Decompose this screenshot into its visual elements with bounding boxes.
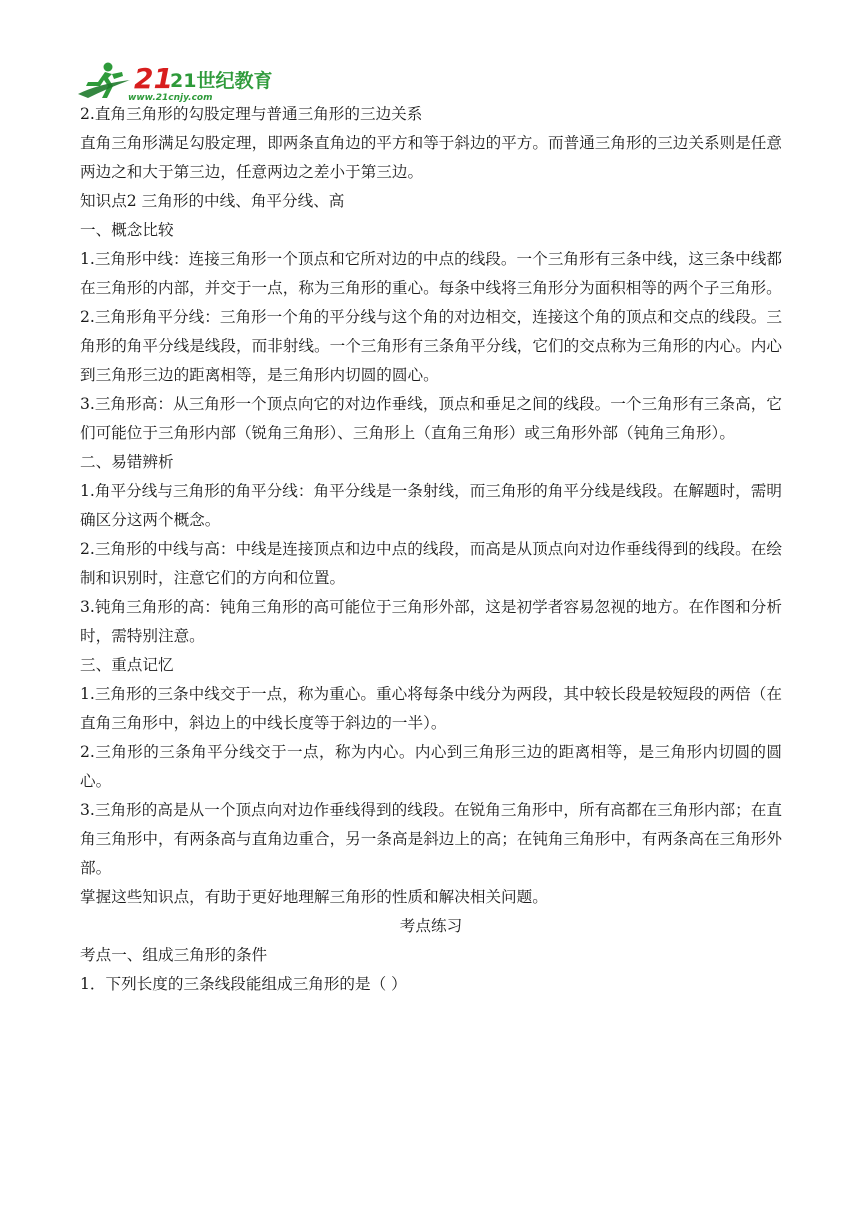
section-heading-pythagorean: 2.直角三角形的勾股定理与普通三角形的三边关系 — [80, 105, 423, 123]
logo-url: www.21cnjy.com — [128, 93, 213, 103]
key-memory-heading: 三、重点记忆 — [80, 656, 174, 674]
paragraph-median: 1.三角形中线：连接三角形一个顶点和它所对边的中点的线段。一个三角形有三条中线，这三条中线都在三角形的内部，并交于一点，称为三角形的重心。每条中线将三角形分为面积相等的两个子三角形。 — [80, 250, 782, 297]
paragraph-mistake-2: 2.三角形的中线与高：中线是连接顶点和边中点的线段，而高是从顶点向对边作垂线得到的线段。在绘制和识别时，注意它们的方向和位置。 — [80, 540, 782, 587]
paragraph-memory-2: 2.三角形的三条角平分线交于一点，称为内心。内心到三角形三边的距离相等，是三角形内切圆的圆心。 — [80, 743, 782, 790]
logo-21: 21 — [134, 62, 173, 95]
paragraph-mistake-3: 3.钝角三角形的高：钝角三角形的高可能位于三角形外部，这是初学者容易忽视的地方。在作图和分析时，需特别注意。 — [80, 598, 782, 645]
common-mistakes-heading: 二、易错辨析 — [80, 453, 174, 471]
paragraph-mistake-1: 1.角平分线与三角形的角平分线：角平分线是一条射线，而三角形的角平分线是线段。在解题时，需明确区分这两个概念。 — [80, 482, 782, 529]
paragraph-memory-3: 3.三角形的高是从一个顶点向对边作垂线得到的线段。在锐角三角形中，所有高都在三角形内部；在直角三角形中，有两条高与直角边重合，另一条高是斜边上的高；在钝角三角形中，有两条高在三角形外部。 — [80, 801, 782, 877]
logo-chinese: 21世纪教育 — [170, 70, 273, 92]
exercise-section-title: 考点练习 — [399, 917, 463, 935]
document-body — [80, 100, 782, 999]
site-logo — [78, 58, 273, 104]
paragraph-angle-bisector: 2.三角形角平分线：三角形一个角的平分线与这个角的对边相交，连接这个角的顶点和交点的线段。三角形的角平分线是线段，而非射线。一个三角形有三条角平分线，它们的交点称为三角形的内心。内心到三角形三边的距离相等，是三角形内切圆的圆心。 — [80, 308, 782, 384]
runner-icon — [78, 63, 130, 99]
knowledge-point-2-heading: 知识点2 三角形的中线、角平分线、高 — [80, 192, 345, 210]
paragraph-pythagorean: 直角三角形满足勾股定理，即两条直角边的平方和等于斜边的平方。而普通三角形的三边关系则是任意两边之和大于第三边，任意两边之差小于第三边。 — [80, 134, 782, 181]
logo-graphic — [78, 58, 273, 104]
concept-comparison-heading: 一、概念比较 — [80, 221, 174, 239]
paragraph-summary: 掌握这些知识点，有助于更好地理解三角形的性质和解决相关问题。 — [80, 888, 548, 906]
exam-point-1-heading: 考点一、组成三角形的条件 — [80, 946, 268, 964]
paragraph-altitude: 3.三角形高：从三角形一个顶点向它的对边作垂线，顶点和垂足之间的线段。一个三角形有三条高，它们可能位于三角形内部（锐角三角形）、三角形上（直角三角形）或三角形外部（钝角三角形）。 — [80, 395, 782, 442]
question-1: 1．下列长度的三条线段能组成三角形的是（ ） — [80, 975, 407, 993]
paragraph-memory-1: 1.三角形的三条中线交于一点，称为重心。重心将每条中线分为两段，其中较长段是较短段的两倍（在直角三角形中，斜边上的中线长度等于斜边的一半）。 — [80, 685, 782, 732]
